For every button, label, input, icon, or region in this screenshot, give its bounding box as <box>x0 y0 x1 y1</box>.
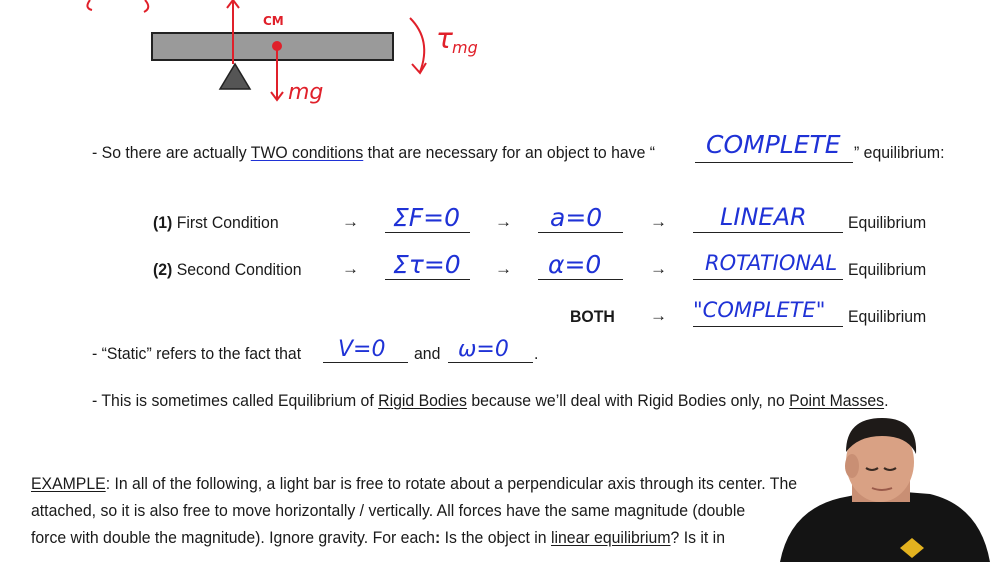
example-line-2: attached, so it is also free to move horizontally / vertically. All forces have the same magnitude (double <box>31 501 746 520</box>
rotational-answer: ROTATIONAL <box>705 251 838 275</box>
arrow-2b: → <box>495 259 512 278</box>
pivot-triangle <box>220 64 250 89</box>
and-text: and <box>414 344 441 363</box>
example-label: EXAMPLE <box>31 474 106 493</box>
linear-answer: LINEAR <box>720 203 807 231</box>
angular-velocity-answer: ω=0 <box>458 337 509 362</box>
complete-quoted-answer: "COMPLETE" <box>693 298 826 322</box>
lever-diagram <box>0 0 520 120</box>
sum-force-answer: ΣF=0 <box>393 203 461 232</box>
complete-answer: COMPLETE <box>706 130 841 159</box>
both-label: BOTH <box>570 307 615 326</box>
velocity-answer: V=0 <box>338 337 386 362</box>
angular-acceleration-answer: α=0 <box>548 250 602 279</box>
static-sentence: - “Static” refers to the fact that <box>92 344 302 363</box>
cm-label: CM <box>263 14 284 28</box>
complete-blank <box>695 162 853 163</box>
equilibrium-both: Equilibrium <box>848 307 927 326</box>
line1-suffix: ” equilibrium: <box>854 143 945 162</box>
rigid-bodies-text: Rigid Bodies <box>378 391 467 410</box>
conditions-sentence: - So there are actually TWO conditions that are necessary for an object to have “ <box>92 143 656 162</box>
example-line-3: force with double the magnitude). Ignore gravity. For each: Is the object in linear equilibrium? Is it in <box>31 528 725 547</box>
linear-equilibrium-text: linear equilibrium <box>550 528 671 547</box>
arrow-1b: → <box>495 212 512 231</box>
arrow-2c: → <box>650 259 667 278</box>
two-conditions-text: TWO conditions <box>250 143 364 162</box>
first-condition-label: (1) First Condition <box>153 213 279 232</box>
acceleration-answer: a=0 <box>550 203 603 232</box>
point-masses-text: Point Masses <box>789 391 885 410</box>
equilibrium-2: Equilibrium <box>848 260 927 279</box>
torque-subscript: mg <box>452 38 478 57</box>
equilibrium-1: Equilibrium <box>848 213 927 232</box>
arrow-1c: → <box>650 212 667 231</box>
torque-label: τ <box>436 22 453 55</box>
weight-label: mg <box>288 80 324 105</box>
rigid-bodies-sentence: - This is sometimes called Equilibrium of Rigid Bodies because we’ll deal with Rigid Bodies only, no Point Masses. <box>92 391 889 410</box>
sum-torque-answer: Στ=0 <box>393 250 461 279</box>
second-condition-label: (2) Second Condition <box>153 260 302 279</box>
arrow-2a: → <box>342 259 359 278</box>
example-line-1: EXAMPLE: In all of the following, a light bar is free to rotate about a perpendicular axis through its center. The <box>31 474 798 493</box>
arrow-both: → <box>650 306 667 325</box>
presenter-video <box>780 410 1000 562</box>
arrow-1a: → <box>342 212 359 231</box>
